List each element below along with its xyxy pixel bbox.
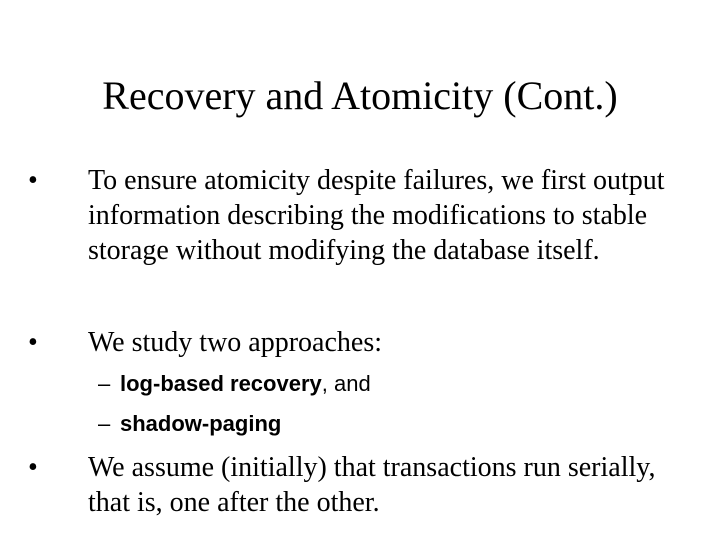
bullet-item — [28, 325, 668, 360]
bullet-text: We study two approaches: — [88, 327, 382, 358]
sub-bullet-bold-text: log-based recovery — [120, 371, 322, 396]
bullet-text: To ensure atomicity despite failures, we first output information describing the modifications to stable storage without modifying the database itself. — [88, 165, 665, 266]
slide-title: Recovery and Atomicity (Cont.) — [102, 73, 618, 118]
sub-bullet-marker: – — [98, 371, 111, 396]
sub-bullet-item — [98, 411, 658, 437]
bullet-text: We assume (initially) that transactions run serially, that is, one after the other. — [88, 452, 656, 518]
bullet-marker: • — [28, 165, 38, 196]
sub-bullet-marker: – — [98, 411, 111, 436]
bullet-marker: • — [28, 452, 38, 483]
bullet-item — [28, 163, 668, 268]
bullet-item — [28, 450, 668, 520]
sub-bullet-item — [98, 371, 658, 397]
sub-bullet-bold-text: shadow-paging — [120, 411, 282, 436]
sub-bullet-rest-text: , and — [321, 371, 371, 396]
bullet-marker: • — [28, 327, 38, 358]
